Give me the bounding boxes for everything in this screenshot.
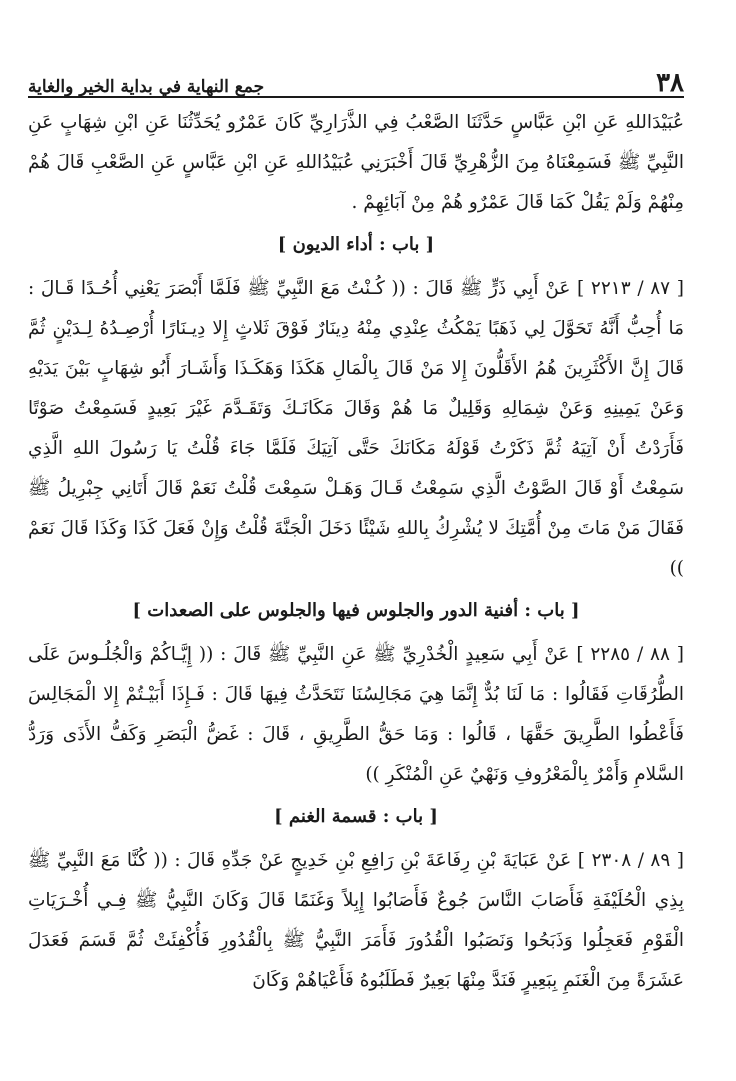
header-rule <box>28 96 684 98</box>
chapter-heading-courtyards: [ باب : أفنية الدور والجلوس فيها والجلوس على الصعدات ] <box>132 600 580 621</box>
page-number: ٣٨ <box>656 68 684 98</box>
page-body <box>28 103 684 1061</box>
hadith-87: [ ٨٧ / ٢٢١٣ ] عَنْ أَبِي ذَرٍّ ﷺ قَالَ : (( كُـنْتُ مَعَ النَّبِيِّ ﷺ فَلَمَّا أَبْصَرَ يَعْنِي أُحُـدًا قَـالَ : مَا أُحِبُّ أَنَّهُ تَحَوَّلَ لِي ذَهَبًا يَمْكُثُ عِنْدِي مِنْهُ دِينَارٌ فَوْقَ ثَلاثٍ إِلا دِيـنَارًا أُرْصِـدُهُ لِـدَيْنٍ ثُمَّ قَالَ إِنَّ الأَكْثَرِينَ هُمُ الأَقَلُّونَ إِلا مَنْ قَالَ بِالْمَالِ هَكَذَا وَهَكَـذَا وَأَشَـارَ أَبُو شِهَابٍ بَيْنَ يَدَيْهِ وَعَنْ يَمِينِهِ وَعَنْ شِمَالِهِ وَقَلِيلٌ مَا هُمْ وَقَالَ مَكَانَـكَ وَتَقَـدَّمَ غَيْرَ بَعِيدٍ فَسَمِعْتُ صَوْتًا فَأَرَدْتُ أَنْ آتِيَهُ ثُمَّ ذَكَرْتُ قَوْلَهُ مَكَانَكَ حَتَّى آتِيَكَ فَلَمَّا جَاءَ قُلْتُ يَا رَسُولَ اللهِ الَّذِي سَمِعْتُ أَوْ قَالَ الصَّوْتُ الَّذِي سَمِعْتُ قَـالَ وَهَـلْ سَمِعْتَ قُلْتُ نَعَمْ قَالَ أَتَانِي جِبْرِيلُ ﷺ فَقَالَ مَنْ مَاتَ مِنْ أُمَّتِكَ لا يُشْرِكُ بِاللهِ شَيْئًا دَخَلَ الْجَنَّةَ قُلْتُ وَإِنْ فَعَلَ كَذَا وَكَذَا قَالَ نَعَمْ )) <box>28 278 684 579</box>
chapter-heading-sheep-division: [ باب : قسمة الغنم ] <box>274 806 438 827</box>
hadith-88: [ ٨٨ / ٢٢٨٥ ] عَنْ أَبِي سَعِيدٍ الْخُدْرِيِّ ﷺ عَنِ النَّبِيِّ ﷺ قَالَ : (( إِيَّـاكُمْ وَالْجُلُـوسَ عَلَى الطُّرُقَاتِ فَقَالُوا : مَا لَنَا بُدٌّ إِنَّمَا هِيَ مَجَالِسُنَا نَتَحَدَّثُ فِيهَا قَالَ : فَـإِذَا أَبَيْـتُمْ إِلا الْمَجَالِسَ فَأَعْطُوا الطَّرِيقَ حَقَّهَا ، قَالُوا : وَمَا حَقُّ الطَّرِيقِ ، قَالَ : غَضُّ الْبَصَرِ وَكَفُّ الأَذَى وَرَدُّ السَّلامِ وَأَمْرٌ بِالْمَعْرُوفِ وَنَهْيٌ عَنِ الْمُنْكَرِ )) <box>28 644 684 785</box>
page-header <box>28 52 684 96</box>
chapter-heading-debts: [ باب : أداء الديون ] <box>277 234 435 255</box>
running-title: جمع النهاية في بداية الخير والغاية <box>28 77 265 97</box>
hadith-89: [ ٨٩ / ٢٣٠٨ ] عَنْ عَبَايَةَ بْنِ رِفَاعَةَ بْنِ رَافِعِ بْنِ خَدِيجٍ عَنْ جَدِّهِ قَالَ : (( كُنَّا مَعَ النَّبِيِّ ﷺ بِذِي الْحُلَيْفَةِ فَأَصَابَ النَّاسَ جُوعٌ فَأَصَابُوا إِبِلاً وَغَنَمًا قَالَ وَكَانَ النَّبِيُّ ﷺ فِـي أُخْـرَيَاتِ الْقَوْمِ فَعَجِلُوا وَذَبَحُوا وَنَصَبُوا الْقُدُورَ فَأَمَرَ النَّبِيُّ ﷺ بِالْقُدُورِ فَأُكْفِئَتْ ثُمَّ قَسَمَ فَعَدَلَ عَشَرَةً مِنَ الْغَنَمِ بِبَعِيرٍ فَنَدَّ مِنْهَا بَعِيرٌ فَطَلَبُوهُ فَأَعْيَاهُمْ وَكَانَ <box>28 850 684 991</box>
paragraph-continuation: عُبَيْدَاللهِ عَنِ ابْنِ عَبَّاسٍ حَدَّثَنَا الصَّعْبُ فِي الذَّرَارِيِّ كَانَ عَمْرٌو يُحَدِّثُنَا عَنِ ابْنِ شِهَابٍ عَنِ النَّبِيِّ ﷺ فَسَمِعْنَاهُ مِنَ الزُّهْرِيِّ قَالَ أَخْبَرَنِي عُبَيْدُاللهِ عَنِ ابْنِ عَبَّاسٍ عَنِ الصَّعْبِ قَالَ هُمْ مِنْهُمْ وَلَمْ يَقُلْ كَمَا قَالَ عَمْرٌو هُمْ مِنْ آبَائِهِمْ . <box>28 112 684 213</box>
